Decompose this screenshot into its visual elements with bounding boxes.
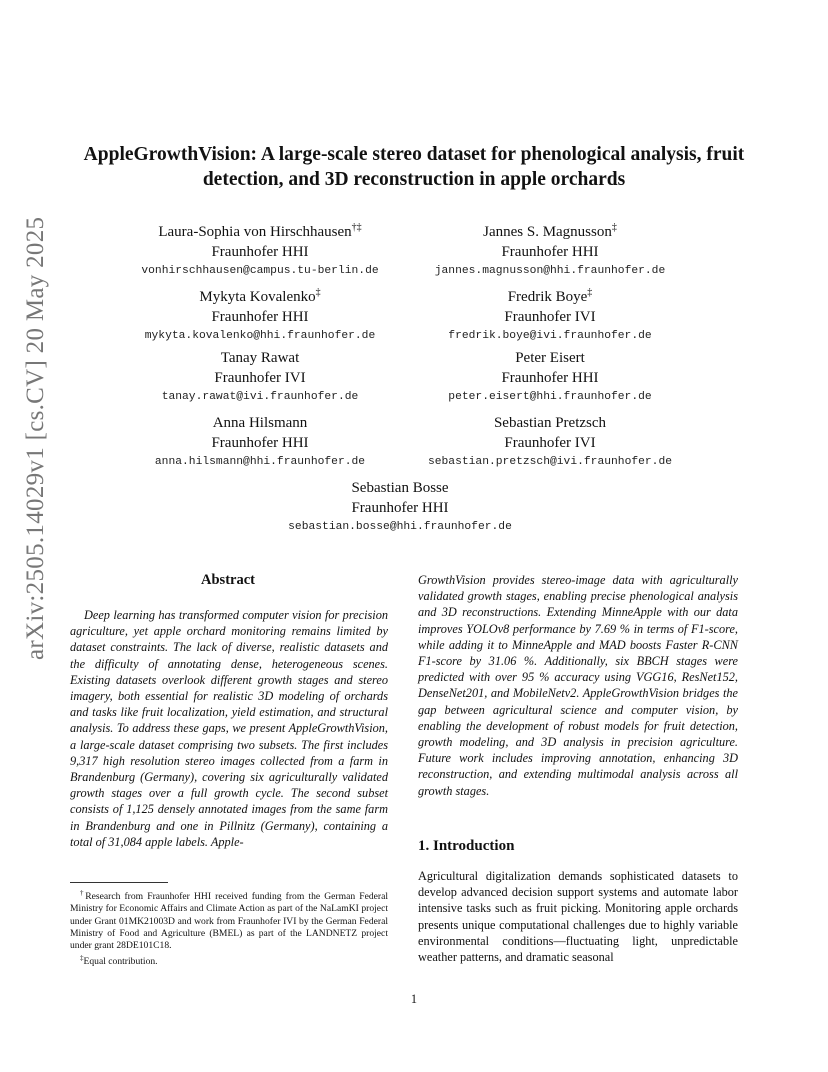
author-marks: ‡ bbox=[315, 287, 321, 298]
page-number: 1 bbox=[410, 992, 418, 1006]
author-marks: †‡ bbox=[351, 222, 362, 233]
author-affiliation: Fraunhofer IVI bbox=[504, 435, 596, 451]
author-block-3 bbox=[110, 283, 410, 346]
author-email: peter.eisert@hhi.fraunhofer.de bbox=[448, 391, 652, 403]
author-block-1 bbox=[110, 218, 410, 281]
footnote-divider bbox=[70, 882, 168, 883]
author-email: anna.hilsmann@hhi.fraunhofer.de bbox=[154, 456, 366, 468]
author-affiliation: Fraunhofer HHI bbox=[501, 244, 599, 260]
footnote-dagger bbox=[70, 887, 388, 952]
author-affiliation: Fraunhofer HHI bbox=[351, 500, 449, 516]
footnote-mark: † bbox=[80, 889, 86, 897]
footnote-text: Equal contribution. bbox=[83, 956, 158, 968]
author-name: Jannes S. Magnusson bbox=[483, 224, 612, 240]
author-block-5 bbox=[110, 348, 410, 407]
author-affiliation: Fraunhofer HHI bbox=[211, 435, 309, 451]
author-email: mykyta.kovalenko@hhi.fraunhofer.de bbox=[144, 330, 376, 342]
paper-title bbox=[40, 142, 788, 192]
author-name: Sebastian Bosse bbox=[351, 480, 449, 496]
author-block-6 bbox=[400, 348, 700, 407]
author-marks: ‡ bbox=[611, 222, 617, 233]
title-line-1: AppleGrowthVision: A large-scale stereo dataset for phenological analysis, fruit bbox=[83, 144, 745, 165]
author-email: vonhirschhausen@campus.tu-berlin.de bbox=[141, 265, 379, 277]
author-name: Sebastian Pretzsch bbox=[493, 415, 607, 431]
author-email: sebastian.pretzsch@ivi.fraunhofer.de bbox=[427, 456, 673, 468]
title-line-2: detection, and 3D reconstruction in apple orchards bbox=[202, 169, 626, 190]
author-block-8 bbox=[386, 413, 714, 472]
author-email: fredrik.boye@ivi.fraunhofer.de bbox=[448, 330, 652, 342]
author-name: Fredrik Boye bbox=[507, 289, 588, 305]
arxiv-identifier: arXiv:2505.14029v1 [cs.CV] 20 May 2025 bbox=[22, 216, 49, 660]
author-email: sebastian.bosse@hhi.fraunhofer.de bbox=[288, 521, 512, 533]
author-affiliation: Fraunhofer HHI bbox=[211, 309, 309, 325]
footnotes bbox=[70, 887, 388, 969]
author-affiliation: Fraunhofer IVI bbox=[504, 309, 596, 325]
author-block-4 bbox=[400, 283, 700, 346]
author-affiliation: Fraunhofer HHI bbox=[211, 244, 309, 260]
author-block-9 bbox=[250, 478, 550, 537]
author-block-2 bbox=[400, 218, 700, 281]
abstract-heading: Abstract bbox=[201, 572, 255, 588]
introduction-heading: 1. Introduction bbox=[418, 838, 515, 854]
abstract-text-right: GrowthVision provides stereo-image data with agriculturally validated growth stages, enabling precise phenological analysis and 3D reconstructions. Extending MinneApple with our data improves YOLOv8 performance by 7.69 % in terms of F1-score, while adding it to MinneApple and MAD boosts Faster R-CNN F1-score by 31.06 %. Additionally, six BBCH stages were predicted with over 95 % accuracy using VGG16, ResNet152, DenseNet201, and MobileNetv2. AppleGrowthVision bridges the gap between agricultural science and computer vision, by enabling the development of robust models for fruit detection, growth modeling, and 3D analysis in precision agriculture. Future work includes improving annotation, enhancing 3D reconstruction, and extending multimodal analysis across all growth stages. bbox=[418, 573, 738, 798]
author-email: tanay.rawat@ivi.fraunhofer.de bbox=[161, 391, 359, 403]
abstract-text-left: Deep learning has transformed computer vision for precision agriculture, yet apple orchard monitoring remains limited by dataset constraints. The lack of diverse, realistic datasets and the difficulty of annotating dense, heterogeneous scenes. Existing datasets overlook different growth stages and stereo imagery, both essential for realistic 3D modeling of orchards and tasks like fruit localization, yield estimation, and structural analysis. To address these gaps, we present AppleGrowthVision, a large-scale dataset comprising two subsets. The first includes 9,317 high resolution stereo images collected from a farm in Brandenburg (Germany), covering six agriculturally validated growth stages over a full growth cycle. The second subset consists of 1,125 densely annotated images from the same farm in Brandenburg and one in Pillnitz (Germany), containing a total of 31,084 apple labels. Apple- bbox=[70, 608, 388, 849]
author-email: jannes.magnusson@hhi.fraunhofer.de bbox=[434, 265, 666, 277]
author-affiliation: Fraunhofer HHI bbox=[501, 370, 599, 386]
author-name: Laura-Sophia von Hirschhausen bbox=[158, 224, 352, 240]
author-name: Peter Eisert bbox=[515, 350, 585, 366]
author-marks: ‡ bbox=[587, 287, 593, 298]
footnote-mark: ‡ bbox=[80, 954, 84, 963]
introduction-text: Agricultural digitalization demands sophisticated datasets to develop advanced decision support systems and automate labor intensive tasks such as fruit picking. Monitoring apple orchards presents unique computational challenges due to highly variable environmental conditions—fluctuating light, unpredictable weather patterns, and dramatic seasonal bbox=[418, 869, 738, 965]
footnote-ddagger bbox=[70, 952, 388, 968]
footnote-text: Research from Fraunhofer HHI received funding from the German Federal Ministry for Economic Affairs and Climate Action as part of the NaLamKI project under Grant 01MK21003D and work from Fraunhofer IVI by the German Federal Ministry of Food and Agriculture (BMEL) as part of the LANDNETZ project under grant 28DE101C18. bbox=[70, 891, 389, 951]
author-name: Tanay Rawat bbox=[220, 350, 300, 366]
author-name: Anna Hilsmann bbox=[212, 415, 308, 431]
author-block-7 bbox=[110, 413, 410, 472]
author-name: Mykyta Kovalenko bbox=[199, 289, 316, 305]
author-affiliation: Fraunhofer IVI bbox=[214, 370, 306, 386]
